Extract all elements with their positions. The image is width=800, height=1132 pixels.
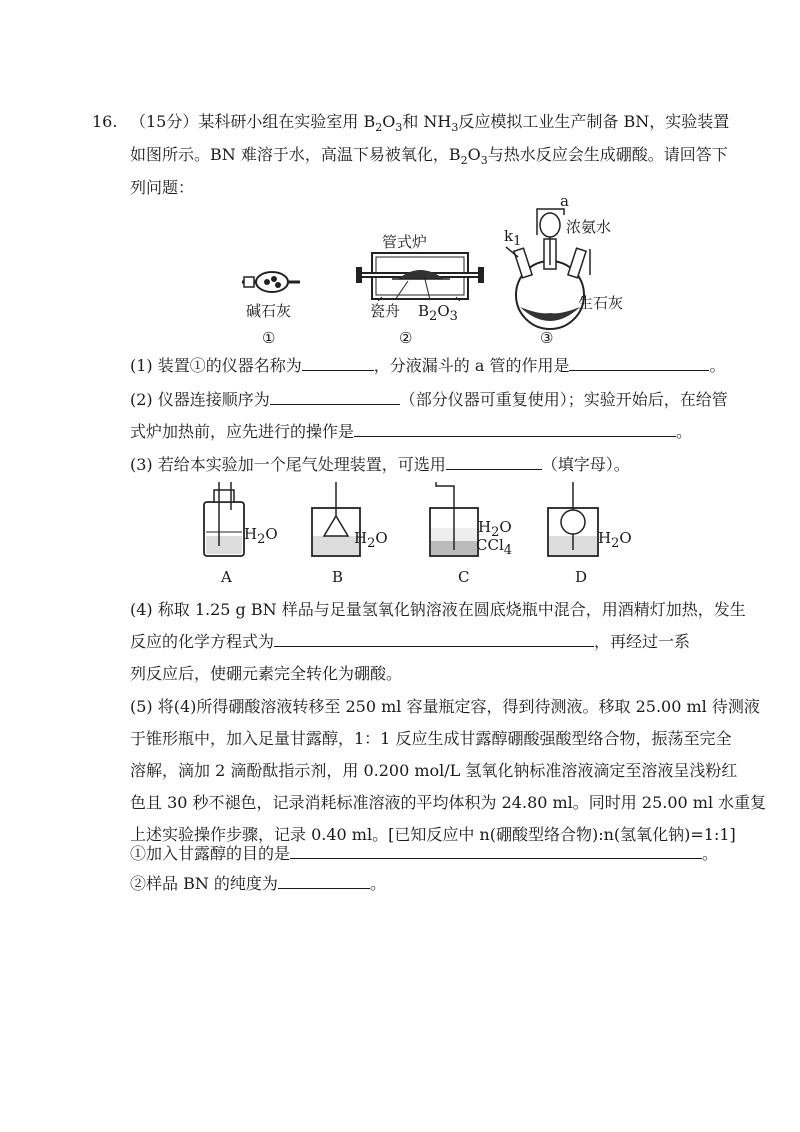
q5-line5: 上述实验操作步骤，记录 0.40 ml。[已知反应中 n(硼酸型络合物):n(氢氧化钠)=1:1] — [130, 825, 736, 844]
q5-blank-2[interactable] — [278, 874, 370, 889]
label-b-h2o: H2O — [354, 529, 388, 551]
q4-line1: (4) 称取 1.25 g BN 样品与足量氢氧化钠溶液在圆底烧瓶中混合，用酒精灯加热，发生 — [130, 600, 746, 619]
q2-blank-2[interactable] — [354, 422, 676, 437]
label-c-h2o: H2O — [478, 518, 512, 540]
q1-line: (1) 装置①的仪器名称为 ，分液漏斗的 a 管的作用是 。 — [130, 356, 726, 375]
q2-line2: 式炉加热前，应先进行的操作是 。 — [130, 422, 693, 441]
q5-line2: 于锥形瓶中，加入足量甘露醇，1：1 反应生成甘露醇硼酸强酸型络合物，振荡至完全 — [130, 729, 732, 748]
q5-line1: (5) 将(4)所得硼酸溶液转移至 250 ml 容量瓶定容，得到待测液。移取 25.00 ml 待测液 — [130, 697, 760, 716]
question-number: 16. — [92, 112, 118, 131]
option-a-label: A — [221, 568, 232, 586]
label-k1: k1 — [504, 227, 522, 249]
label-num-3: ③ — [540, 329, 554, 345]
q1-blank-1[interactable] — [302, 356, 374, 371]
q2-blank-1[interactable] — [270, 390, 400, 405]
q4-line3: 列反应后，使硼元素完全转化为硼酸。 — [130, 664, 403, 683]
apparatus-figure-bottom — [0, 480, 800, 590]
question-intro-line3: 列问题： — [130, 178, 195, 197]
label-soda-lime: 碱石灰 — [246, 302, 292, 320]
label-num-2: ② — [399, 329, 413, 345]
label-num-1: ① — [262, 329, 276, 345]
label-c-ccl4: CCl4 — [476, 536, 513, 558]
q4-line2: 反应的化学方程式为 ，再经过一系 — [130, 632, 691, 651]
label-tube-a: a — [560, 195, 569, 210]
option-b-label: B — [332, 568, 344, 586]
label-conc-ammonia: 浓氨水 — [566, 218, 612, 236]
q5-blank-1[interactable] — [290, 844, 702, 859]
option-b-diagram — [312, 482, 360, 556]
question-intro-line2: 如图所示。BN 难溶于水，高温下易被氧化，$B_2O_3$与热水反应会生成硼酸。请回答下 — [130, 145, 728, 168]
option-c-label: C — [458, 568, 470, 586]
q3-line: (3) 若给本实验加一个尾气处理装置，可选用 （填字母）。 — [130, 455, 630, 474]
tube-furnace-diagram — [356, 253, 484, 301]
question-intro-line1: （15分）某科研小组在实验室用 $B_2O_3$和 $NH_3$反应模拟工业生产制备 BN，实验装置 — [130, 112, 730, 135]
q5-line3: 溶解，滴加 2 滴酚酞指示剂，用 0.200 mol/L 氢氧化钠标准溶液滴定至溶液呈浅粉红 — [130, 761, 738, 780]
q1-blank-2[interactable] — [569, 356, 709, 371]
q3-blank[interactable] — [446, 455, 542, 470]
option-a-diagram — [204, 482, 244, 556]
label-tube-furnace: 管式炉 — [382, 233, 428, 251]
apparatus-figure-top — [0, 195, 800, 345]
label-porcelain-boat: 瓷舟 — [370, 302, 401, 320]
label-quicklime: 生石灰 — [578, 294, 624, 312]
q4-blank[interactable] — [274, 632, 594, 647]
drying-tube-diagram — [242, 272, 300, 292]
q2-line1: (2) 仪器连接顺序为 （部分仪器可重复使用）；实验开始后，在给管 — [130, 390, 728, 409]
option-c-diagram — [430, 482, 478, 556]
q5-sub2: ②样品 BN 的纯度为 。 — [130, 874, 386, 893]
label-d-h2o: H2O — [598, 529, 632, 551]
q5-line4: 色且 30 秒不褪色，记录消耗标准溶液的平均体积为 24.80 ml。同时用 25.00 ml 水重复 — [130, 793, 767, 812]
option-d-diagram — [548, 482, 598, 556]
option-d-label: D — [575, 568, 588, 586]
label-a-h2o: H2O — [244, 525, 278, 547]
q5-sub1: ①加入甘露醇的目的是 。 — [130, 844, 719, 863]
label-b2o3: B2O3 — [418, 302, 458, 324]
